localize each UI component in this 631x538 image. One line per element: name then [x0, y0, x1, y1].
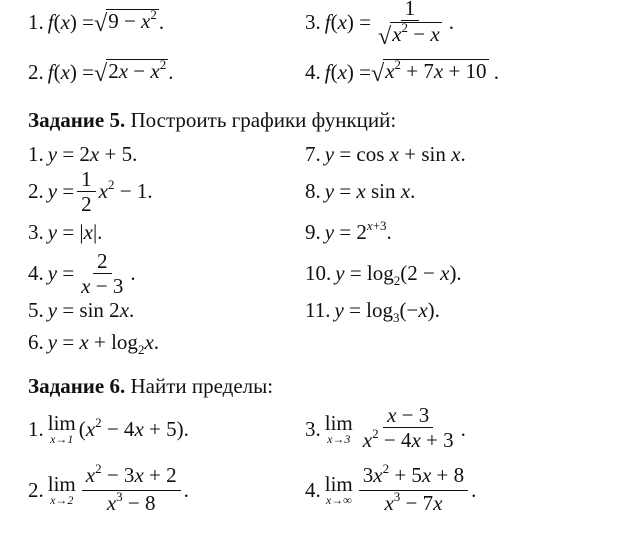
func-row-6 [0, 322, 631, 362]
func-row-3 [0, 212, 631, 252]
limit-item-3: 3. lim x→3 $\frac{x - 3}{x^2 - 4x + 3}$ . [305, 403, 466, 452]
func-item-9: 9. $y = 2^{x+3}$. [305, 217, 392, 244]
func-item-8: 8. y = x sin x. [305, 178, 416, 203]
limit-item-1: 1. lim x→1 $(x^2 - 4x + 5)$. [28, 411, 189, 446]
func-item-2: 2. y = $\frac{1}{2}$ $x^2 - 1$. [28, 166, 153, 216]
fraction: 1 √ $x^2 - x$ [374, 0, 446, 48]
func-item-7: 7. y = cos x + sin x. [305, 141, 466, 166]
sqrt-expression: √ $9 - x^2$ [94, 7, 157, 37]
limit-item-4: 4. lim x→∞ $\frac{3x^2 + 5x + 8}{x^3 - 7x}$ . [305, 460, 477, 515]
domain-row-2 [0, 52, 631, 92]
domain-item-1: 1. f(x) = √ $9 - x^2$ . [28, 7, 165, 37]
func-item-10: 10. $y = \log_2(2 - x)$. [305, 260, 462, 288]
func-item-11: 11. $y = \log_3(-x)$. [305, 297, 440, 325]
func-item-3: 3. y = |x|. [28, 219, 103, 244]
limit-row-1 [0, 402, 631, 456]
limit-operator: lim x→1 [47, 411, 76, 446]
task5-heading: Задание 5. Построить графики функций: [28, 108, 397, 132]
limit-item-2: 2. lim x→2 $\frac{x^2 - 3x + 2}{x^3 - 8}$ . [28, 460, 189, 515]
task6-heading: Задание 6. Найти пределы: [28, 374, 274, 398]
domain-item-4: 4. f(x) = √ $x^2 + 7x + 10$ . [305, 57, 500, 87]
func-item-5: 5. y = sin 2x. [28, 297, 135, 322]
func-row-2 [0, 168, 631, 214]
func-item-4: 4. y = $\frac{2}{x - 3}$ . [28, 248, 136, 298]
domain-item-3: 3. f(x) = 1 √ $x^2 - x$ . [305, 2, 454, 42]
func-item-1: 1. y = 2x + 5. [28, 141, 138, 166]
func-item-6: 6. $y = x + \log_2x$. [28, 329, 160, 357]
domain-row-1 [0, 0, 631, 50]
limit-row-2 [0, 462, 631, 518]
domain-item-2: 2. f(x) = √ $2x - x^2$ . [28, 57, 174, 87]
